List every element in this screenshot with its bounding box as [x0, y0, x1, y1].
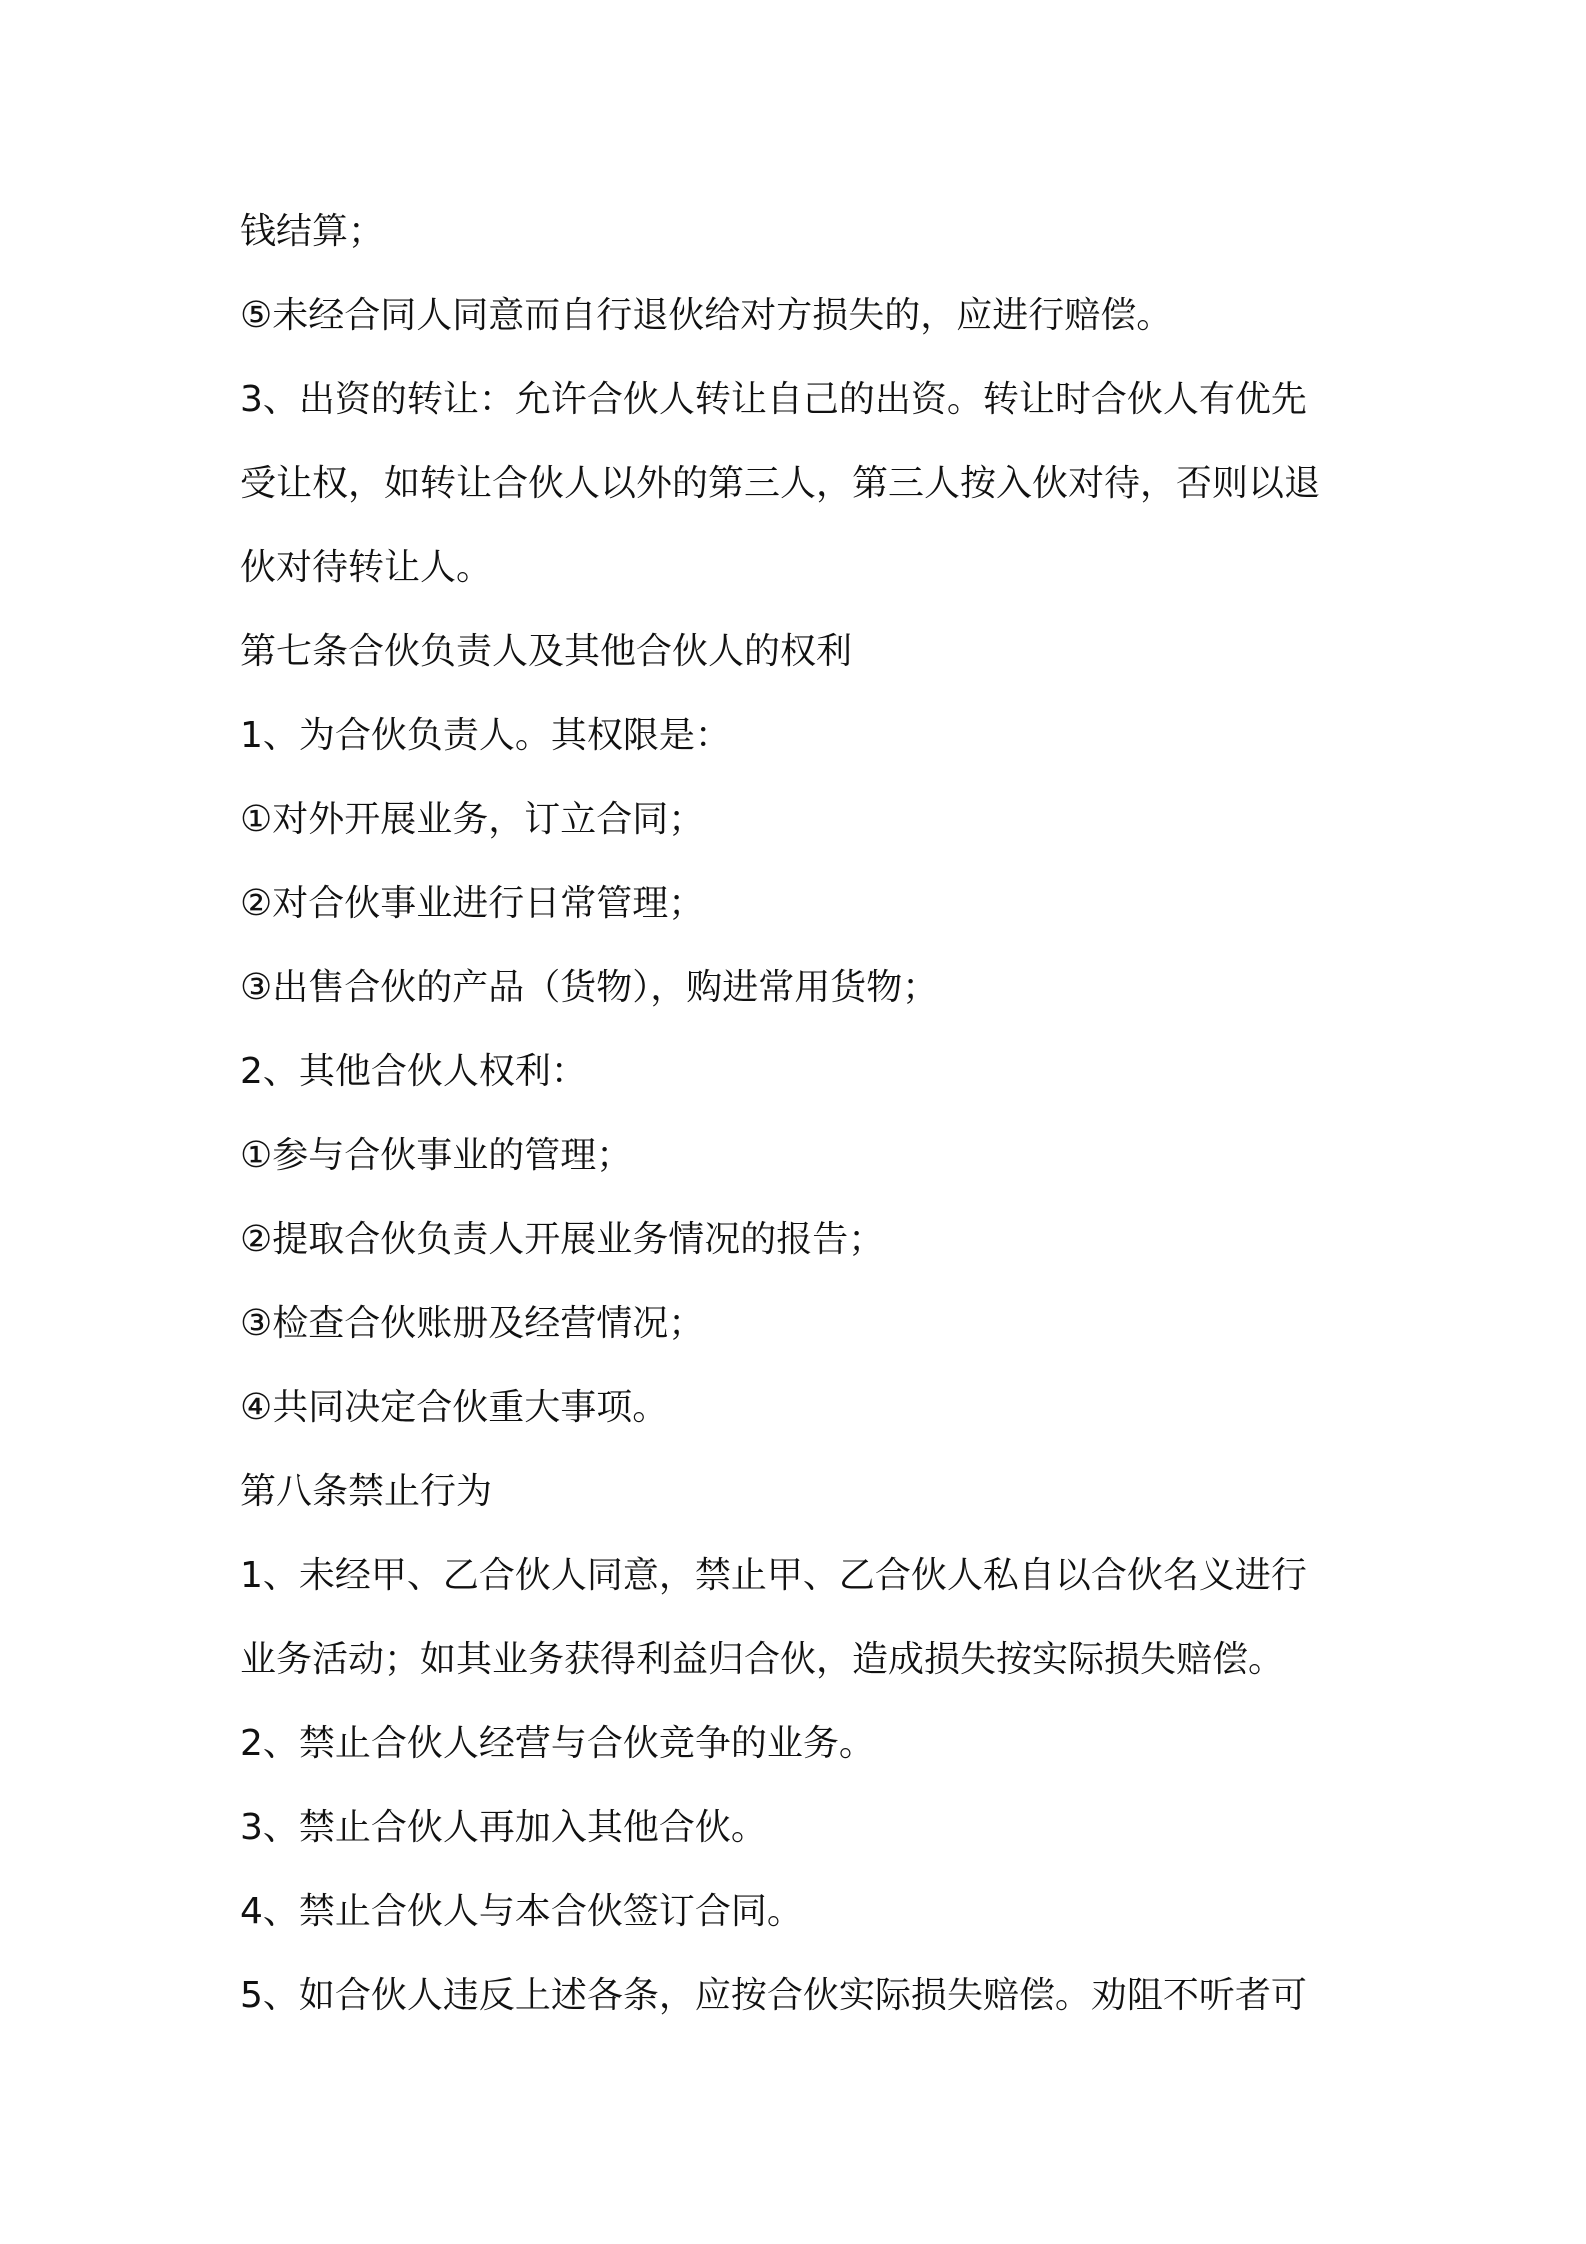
text-line: ③出售合伙的产品（货物），购进常用货物； — [240, 967, 939, 1008]
text-line: 1、为合伙负责人。其权限是： — [240, 715, 731, 756]
text-line: 业务活动；如其业务获得利益归合伙，造成损失按实际损失赔偿。 — [240, 1639, 1285, 1680]
text-line: 受让权，如转让合伙人以外的第三人，第三人按入伙对待，否则以退 — [240, 463, 1321, 504]
section-heading-article-8: 第八条禁止行为 — [240, 1471, 493, 1512]
text-line: 2、其他合伙人权利： — [240, 1051, 587, 1092]
text-line: 3、出资的转让：允许合伙人转让自己的出资。转让时合伙人有优先 — [240, 379, 1307, 420]
section-heading-article-7: 第七条合伙负责人及其他合伙人的权利 — [240, 631, 853, 672]
text-line: 4、禁止合伙人与本合伙签订合同。 — [240, 1891, 803, 1932]
document-body — [240, 190, 1370, 2038]
text-line: ②对合伙事业进行日常管理； — [240, 883, 705, 924]
text-line: 2、禁止合伙人经营与合伙竞争的业务。 — [240, 1723, 875, 1764]
text-line: ⑤未经合同人同意而自行退伙给对方损失的，应进行赔偿。 — [240, 295, 1173, 336]
text-line: 5、如合伙人违反上述各条，应按合伙实际损失赔偿。劝阻不听者可 — [240, 1975, 1307, 2016]
text-line: 3、禁止合伙人再加入其他合伙。 — [240, 1807, 767, 1848]
text-line: ②提取合伙负责人开展业务情况的报告； — [240, 1219, 885, 1260]
text-line: ①参与合伙事业的管理； — [240, 1135, 633, 1176]
text-line: 伙对待转让人。 — [240, 547, 493, 588]
text-line: ①对外开展业务，订立合同； — [240, 799, 705, 840]
text-line: ④共同决定合伙重大事项。 — [240, 1387, 669, 1428]
text-line: 钱结算； — [240, 211, 385, 252]
text-line: 1、未经甲、乙合伙人同意，禁止甲、乙合伙人私自以合伙名义进行 — [240, 1555, 1307, 1596]
text-line: ③检查合伙账册及经营情况； — [240, 1303, 705, 1344]
